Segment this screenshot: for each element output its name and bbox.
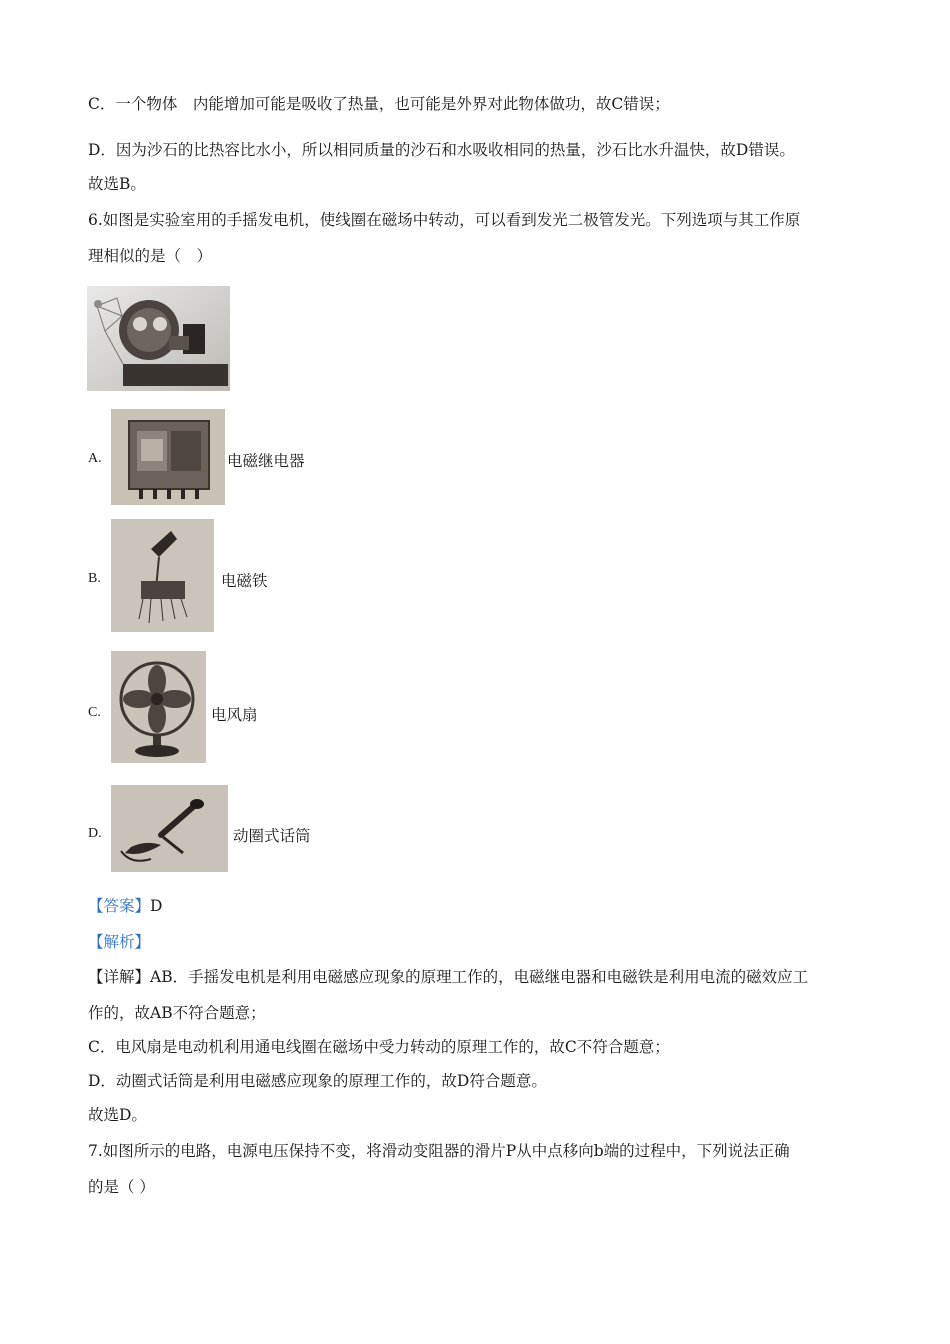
option-a-letter: A. <box>88 451 102 466</box>
line-d-option: D．因为沙石的比热容比水小，所以相同质量的沙石和水吸收相同的热量，沙石比水升温快，故D错误。 <box>88 141 795 159</box>
line-choose-b: 故选B。 <box>88 175 146 193</box>
option-b-letter: B. <box>88 571 101 586</box>
option-c-label: 电风扇 <box>211 706 258 724</box>
option-d-letter: D. <box>88 826 102 841</box>
option-b-electromagnet-image <box>111 519 214 632</box>
answer-value: D <box>150 897 163 915</box>
option-c-fan-image <box>111 651 206 763</box>
option-c-letter: C. <box>88 705 101 720</box>
detail-line-3: C．电风扇是电动机利用通电线圈在磁场中受力转动的原理工作的，故C不符合题意； <box>88 1038 670 1056</box>
detail-line-1: 【详解】AB．手摇发电机是利用电磁感应现象的原理工作的，电磁继电器和电磁铁是利用电流的磁效应工 <box>88 968 809 986</box>
question-6-line-1: 6.如图是实验室用的手摇发电机，使线圈在磁场中转动，可以看到发光二极管发光。下列选项与其工作原 <box>88 211 801 229</box>
detail-line-5: 故选D。 <box>88 1106 147 1124</box>
detail-line-4: D．动圈式话筒是利用电磁感应现象的原理工作的，故D符合题意。 <box>88 1072 547 1090</box>
question-7-line-2: 的是（ ） <box>88 1178 155 1196</box>
analysis-tag: 【解析】 <box>88 933 151 951</box>
answer-tag: 【答案】 <box>88 897 151 915</box>
question-6-line-2: 理相似的是（ ） <box>88 247 213 265</box>
detail-line-2: 作的，故AB不符合题意； <box>88 1004 266 1022</box>
option-a-label: 电磁继电器 <box>227 452 305 470</box>
option-d-label: 动圈式话筒 <box>233 827 311 845</box>
line-c-option: C．一个物体 内能增加可能是吸收了热量，也可能是外界对此物体做功，故C错误； <box>88 95 670 113</box>
option-b-label: 电磁铁 <box>221 572 268 590</box>
option-a-relay-image <box>111 409 225 505</box>
question-7-line-1: 7.如图所示的电路，电源电压保持不变，将滑动变阻器的滑片P从中点移向b端的过程中，下列说法正确 <box>88 1142 790 1160</box>
hand-crank-generator-image <box>87 286 230 391</box>
option-d-microphone-image <box>111 785 228 872</box>
answer-line <box>88 896 162 916</box>
